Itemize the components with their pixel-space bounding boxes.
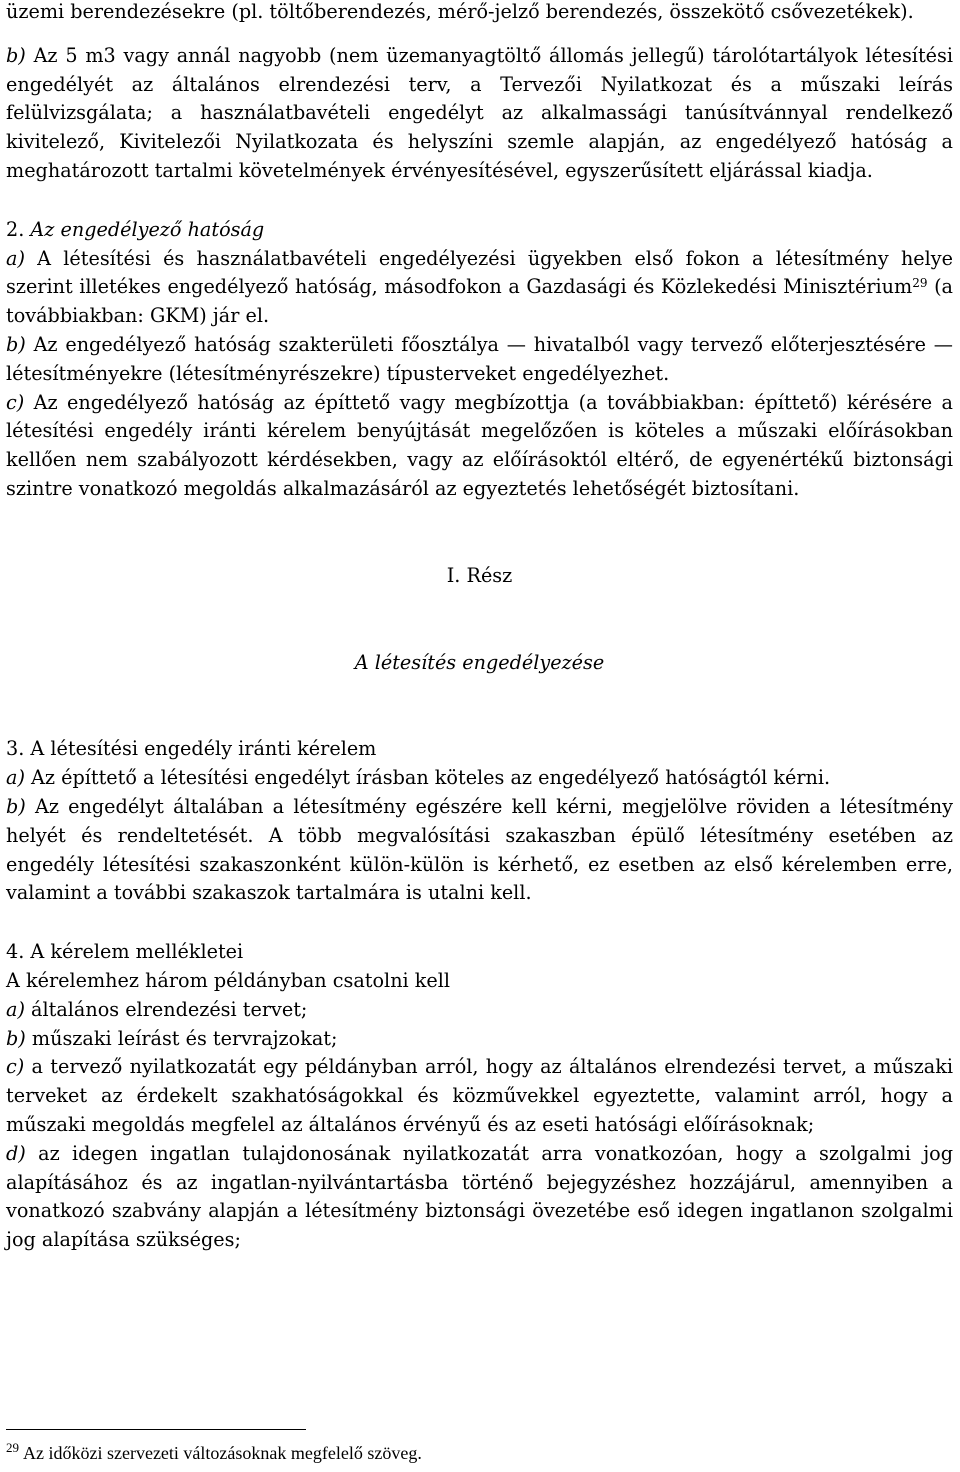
footnote [6,1440,953,1466]
footnote-number: 29 [6,1440,19,1455]
part-label: I. Rész [446,563,513,587]
point-letter: a) [6,246,25,270]
footnote-text: Az időközi szervezeti változásoknak megfelelő szöveg. [23,1443,422,1463]
section-3-heading [6,735,953,764]
point-text: Az engedélyt általában a létesítmény egészére kell kérni, megjelölve röviden a létesítmény helyét és rendeltetését. A több megvalósítási szakaszban épülő létesítmény esetében az engedély létesítési szakaszonként külön-külön is kérhető, ez esetben az első kérelemben erre, valamint a további szakaszok tartalmára is utalni kell. [6,794,953,905]
list-item-4c [6,1053,953,1139]
list-item-4a [6,996,953,1025]
point-text: Az építtető a létesítési engedélyt írásban köteles az engedélyező hatóságtól kérni. [31,766,831,790]
section-number: 2. [6,217,25,241]
point-text: A létesítési és használatbavételi engedélyezési ügyekben első fokon a létesítmény helye szerint illetékes engedélyező hatóság, másodfokon a Gazdasági és Közlekedési Minisztérium [6,246,953,299]
section-title: Az engedélyező hatóság [30,217,265,241]
paragraph-2b [6,331,953,389]
point-letter: a) [6,997,25,1021]
document-body [6,0,953,1255]
point-text: műszaki leírást és tervrajzokat; [31,1026,338,1050]
point-letter: b) [6,794,26,818]
paragraph-2a [6,245,953,331]
part-title: A létesítés engedélyezése [354,650,605,674]
point-text: az idegen ingatlan tulajdonosának nyilatkozatát arra vonatkozóan, hogy a szolgalmi jog alapításához és az ingatlan-nyilvántartásba történő bejegyzéshez hozzájárul, amennyiben a vonatkozó szabvány alapján a létesítmény biztonsági övezetébe eső idegen ingatlanon szolgalmi jog alapítása szükséges; [6,1141,953,1252]
paragraph-2c [6,389,953,504]
paragraph-continuation [6,0,953,27]
section-number: 3. [6,737,25,761]
point-letter: c) [6,390,25,414]
point-text: a tervező nyilatkozatát egy példányban arról, hogy az általános elrendezési tervet, a műszaki terveket az érdekelt szakhatóságokkal és közművekkel egyeztette, valamint arról, hogy a műszaki megoldás megfelel az általános érvényű és az eseti hatósági előírásoknak; [6,1055,953,1136]
section-number: 4. [6,940,25,964]
point-letter: b) [6,1026,26,1050]
point-text-end: (a továbbiakban: GKM) jár el. [6,275,953,328]
point-text: általános elrendezési tervet; [31,997,308,1021]
paragraph-3b [6,793,953,908]
footnote-reference[interactable]: 29 [912,276,928,291]
footnote-divider [6,1429,306,1430]
point-letter: c) [6,1055,25,1079]
point-letter: d) [6,1141,26,1165]
paragraph-1b [6,42,953,186]
point-text: Az 5 m3 vagy annál nagyobb (nem üzemanyagtöltő állomás jellegű) tárolótartályok létesítési engedélyét az általános elrendezési terv, a Tervezői Nyilatkozat és a műszaki leírás felülvizsgálata; a használatbavételi engedélyt az alkalmassági tanúsítvánnyal rendelkező kivitelező, Kivitelezői Nyilatkozata és helyszíni szemle alapján, az engedélyező hatóság a meghatározott tartalmi követelmények érvényesítésével, egyszerűsített eljárással kiadja. [6,43,953,182]
section-title: A létesítési engedély iránti kérelem [30,737,377,761]
point-letter: b) [6,332,26,356]
paragraph-3a [6,764,953,793]
point-letter: b) [6,43,26,67]
point-text: Az engedélyező hatóság szakterületi főosztálya — hivatalból vagy tervező előterjesztésére — létesítményekre (létesítményrészekre) típusterveket engedélyezhet. [6,332,953,385]
point-text: Az engedélyező hatóság az építtető vagy megbízottja (a továbbiakban: építtető) kérésére a létesítési engedély iránti kérelem benyújtását megelőzően is köteles a műszaki előírásokban kellően nem szabályozott kérdésekben, vagy az előírásoktól eltérő, de egyenértékű biztonsági szintre vonatkozó megoldás alkalmazásáról az egyeztetés lehetőségét biztosítani. [6,390,953,500]
list-intro: A kérelemhez három példányban csatolni kell [6,968,451,992]
section-title: A kérelem mellékletei [30,940,244,964]
section-2-heading [6,216,953,245]
section-4-heading [6,938,953,967]
continuation-text: üzemi berendezésekre (pl. töltőberendezés, mérő-jelző berendezés, összekötő csővezetékek). [6,0,914,23]
list-item-4d [6,1140,953,1255]
point-letter: a) [6,766,25,790]
paragraph-4-intro [6,967,953,996]
list-item-4b [6,1025,953,1054]
